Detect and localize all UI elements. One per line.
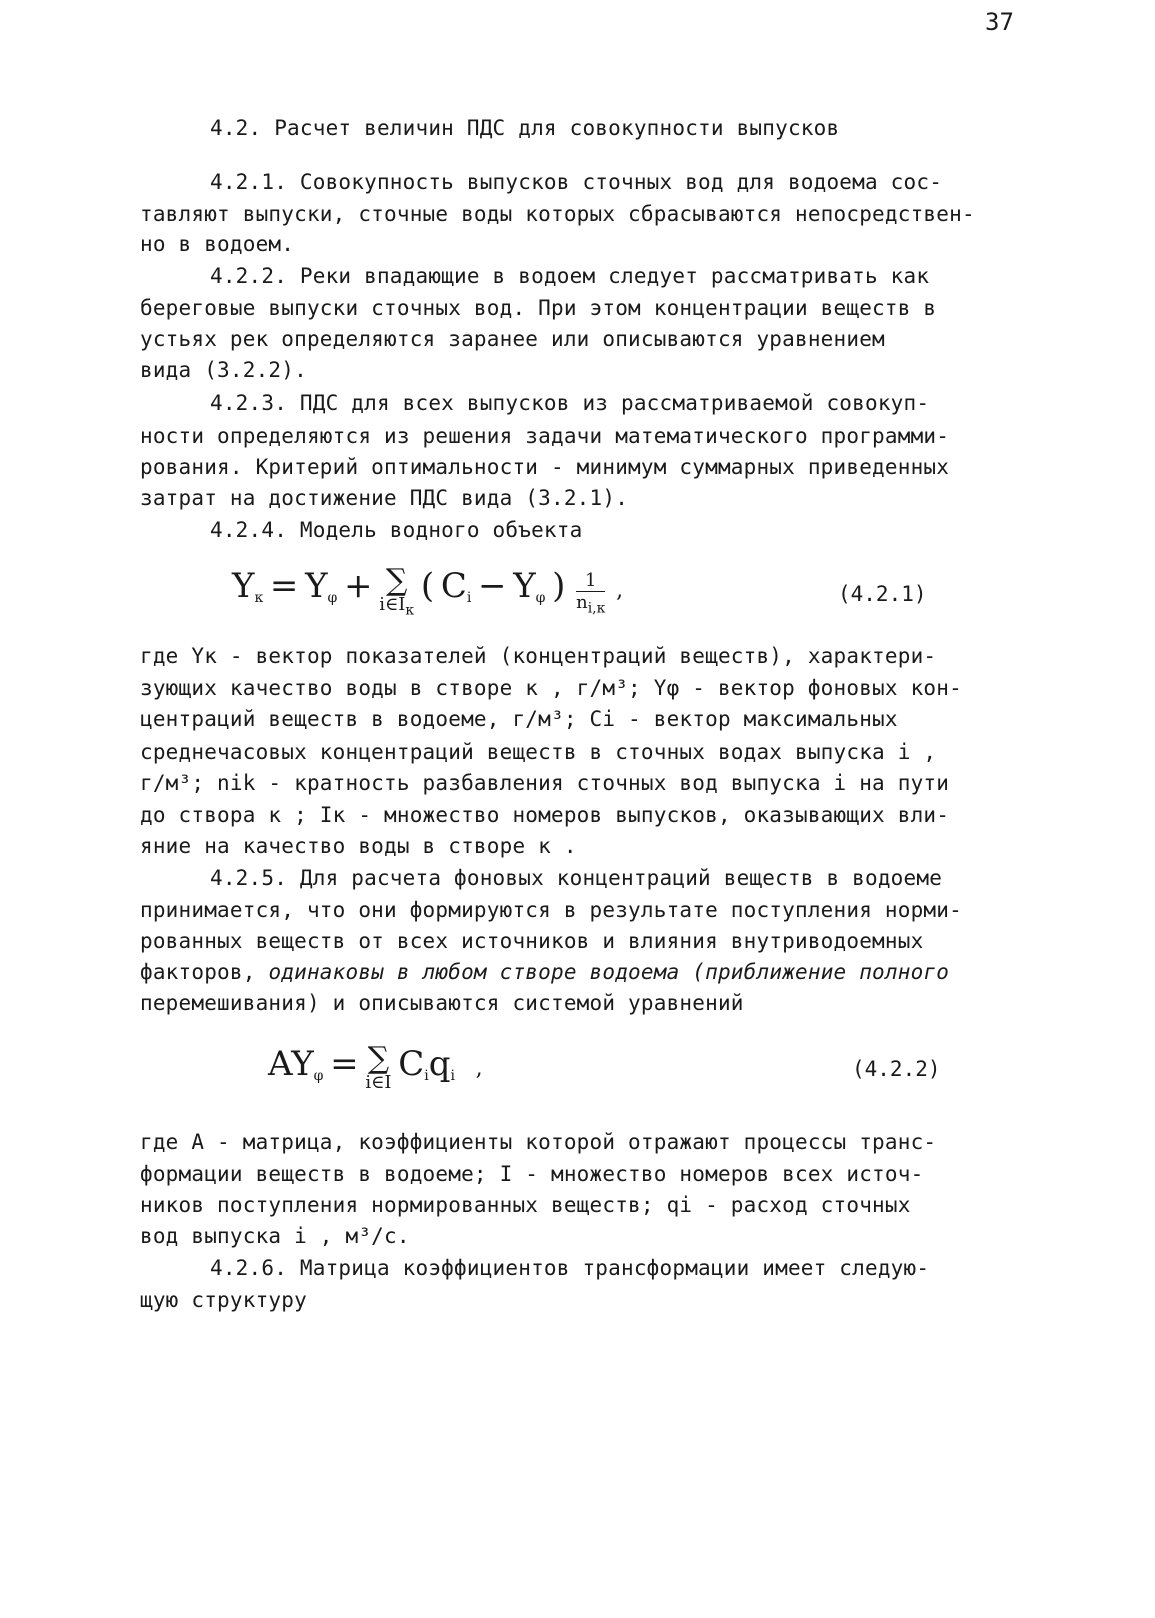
para-4-2-4: 4.2.4. Модель водного объекта [210, 518, 583, 542]
para-4-2-5-line-1: 4.2.5. Для расчета фоновых концентраций веществ в водоеме [210, 866, 943, 890]
equation-number-4-2-2: (4.2.2) [852, 1057, 941, 1081]
where-1-line-6: до створа к ; Iк - множество номеров выпусков, оказывающих вли- [140, 803, 950, 827]
where-1-line-2: зующих качество воды в створе к , г/м³; Yφ - вектор фоновых кон- [140, 676, 962, 700]
para-4-2-2-line-1: 4.2.2. Реки впадающие в водоем следует рассматривать как [210, 264, 930, 288]
para-4-2-3-line-2: ности определяются из решения задачи математического программи- [140, 424, 950, 448]
where-1-line-4: среднечасовых концентраций веществ в сточных водах выпуска i , [140, 740, 937, 764]
para-4-2-5-line-3: рованных веществ от всех источников и влияния внутриводоемных [140, 929, 924, 953]
para-4-2-1-line-3: но в водоем. [140, 232, 295, 256]
para-4-2-2-line-4: вида (3.2.2). [140, 358, 307, 382]
page-number: 37 [985, 8, 1014, 36]
where-1-line-3: центраций веществ в водоеме, г/м³; Ci - вектор максимальных [140, 707, 898, 731]
para-4-2-6-line-1: 4.2.6. Матрица коэффициентов трансформации имеет следую- [210, 1256, 930, 1280]
para-4-2-5-line-2: принимается, что они формируются в результате поступления норми- [140, 898, 962, 922]
para-4-2-3-line-1: 4.2.3. ПДС для всех выпусков из рассматриваемой совокуп- [210, 391, 930, 415]
para-4-2-3-line-4: затрат на достижение ПДС вида (3.2.1). [140, 486, 629, 510]
where-2-line-4: вод выпуска i , м³/с. [140, 1224, 410, 1248]
para-4-2-6-line-2: щую структуру [140, 1288, 307, 1312]
where-1-line-1: где Yк - вектор показателей (концентраций веществ), характери- [140, 644, 937, 668]
para-4-2-1-line-1: 4.2.1. Совокупность выпусков сточных вод для водоема сос- [210, 170, 943, 194]
formula-4-2-1: $Y_к = Y_\varphi$ + ∑ $i\in I_к$ ( $C_i - Y_\varphi$ ) $\frac{1}{n_{i,к}}$ , [232, 563, 624, 619]
where-2-line-1: где A - матрица, коэффициенты которой отражают процессы транс- [140, 1130, 937, 1154]
where-1-line-5: г/м³; nik - кратность разбавления сточных вод выпуска i на пути [140, 771, 950, 795]
section-title: 4.2. Расчет величин ПДС для совокупности выпусков [210, 116, 840, 140]
where-2-line-2: формации веществ в водоеме; I - множество номеров всех источ- [140, 1162, 924, 1186]
para-4-2-2-line-2: береговые выпуски сточных вод. При этом концентрации веществ в [140, 296, 937, 320]
formula-4-2-2: $AY_\varphi$ = ∑ i∈I $C_iq_i$ , [268, 1041, 483, 1093]
where-2-line-3: ников поступления нормированных веществ; qi - расход сточных [140, 1193, 911, 1217]
para-4-2-2-line-3: устьях рек определяются заранее или описываются уравнением [140, 327, 885, 351]
para-4-2-3-line-3: рования. Критерий оптимальности - минимум суммарных приведенных [140, 455, 950, 479]
where-1-line-7: яние на качество воды в створе к . [140, 834, 577, 858]
equation-number-4-2-1: (4.2.1) [838, 582, 927, 606]
para-4-2-5-line-5: перемешивания) и описываются системой уравнений [140, 991, 744, 1015]
para-4-2-5-line-4: факторов, одинаковы в любом створе водоема (приближение полного [140, 960, 950, 984]
para-4-2-1-line-2: тавляют выпуски, сточные воды которых сбрасываются непосредствен- [140, 202, 975, 226]
